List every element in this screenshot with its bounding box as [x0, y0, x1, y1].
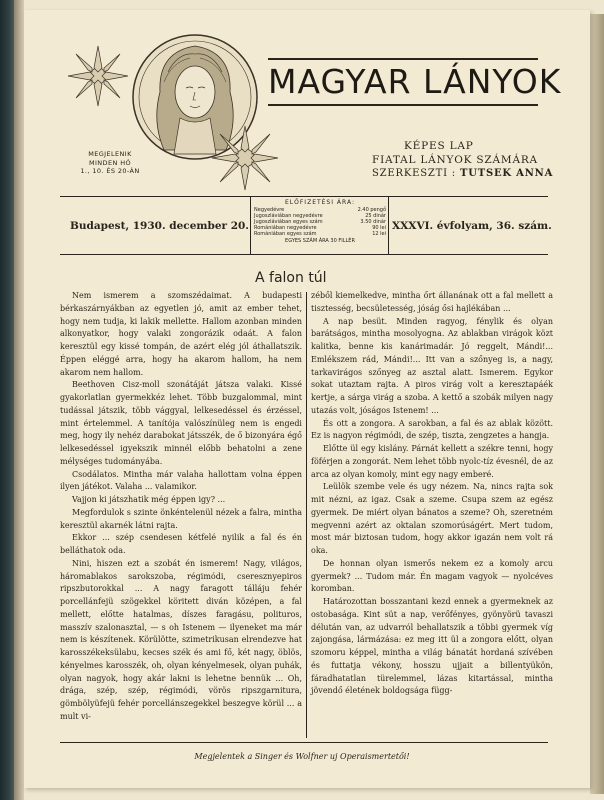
- subscription-price: 12 lei: [372, 231, 386, 237]
- paragraph: zéből kiemelkedve, mintha őrt állanának ott a fal mellett a tisztesség, becsületesség, jóság ősi hajlékában ...: [311, 291, 553, 313]
- schedule-line: MEGJELENIK: [88, 150, 132, 158]
- subtitle-line-2: FIATAL LÁNYOK SZÁMÁRA: [372, 154, 538, 166]
- paragraph: És ott a zongora. A sarokban, a fal és az ablak között. Ez is nagyon régimódi, de szép, tiszta, zengzetes a hangja.: [311, 418, 553, 441]
- chrysanthemum-ornament: [58, 36, 138, 116]
- paragraph: Csodálatos. Mintha már valaha hallottam volna éppen ilyen játékot. Valaha ... valamikor.: [60, 469, 302, 492]
- paragraph: De honnan olyan ismerős nekem ez a komoly arcu gyermek? ... Tudom már. Én magam vagyok — nyolcéves koromban.: [311, 558, 553, 594]
- paragraph: Megfordulok s szinte önkéntelenül nézek a falra, mintha keresztül akarnék látni rajta.: [60, 507, 302, 530]
- subtitle-line-1: KÉPES LAP: [404, 140, 474, 152]
- subscription-label: Jugoszláviában egyes szám: [254, 219, 323, 225]
- schedule-line: 1., 10. ÉS 20-ÁN: [80, 167, 140, 175]
- paragraph: Beethoven Cisz-moll szonátáját játsza valaki. Kissé gyakorlatlan gyermekkéz lehet. Több buzgalommal, mint tudással játszik, több vággyal, lelkesedéssel és érzéssel, mint értelemmel. A tanítója valószínüleg nem is engedi meg, hogy ily nehéz darabokat játsszék, de ő bizonyára égő lelkesedéssel igyekszik minnél előbb behatolni a zene mélységes tudományába.: [60, 380, 302, 466]
- article-column-left: [60, 290, 302, 724]
- paragraph: Határozottan bosszantani kezd ennek a gyermeknek az ostobasága. Kint süt a nap, verőfényes, gyönyörü tavaszi délután van, az udvarról behallatszik a többi gyermek víg zajongása, lármázása: ez meg itt ül a zongora előtt, olyan szomoru képpel, mintha a világ bánatát hordaná szívében és futtatja vékony, hosszu ujjait a billentyükön, fáradhatatlan türelemmel, lázas kitartással, mintha jövendő életének boldogsága függ-: [311, 597, 553, 696]
- paragraph: Vajjon ki játszhatik még éppen igy? ...: [72, 495, 226, 504]
- schedule-line: MINDEN HÓ: [88, 158, 132, 167]
- binding-edge: [14, 0, 24, 800]
- page-stack-edge: [590, 14, 604, 794]
- subscription-price: 2.40 pengő: [357, 207, 386, 213]
- rule-top: [60, 196, 548, 197]
- rule-divider-right: [388, 196, 389, 254]
- subscription-label: Negyedévre: [254, 207, 285, 213]
- editor-label: SZERKESZTI :: [372, 168, 456, 179]
- paragraph: Előtte ül egy kislány. Párnát kellett a székre tenni, hogy föférjen a zongorát. Nem lehet több nyolc-tíz évesnél, de az arca az olyan komoly, mint egy nagy emberé.: [311, 444, 553, 479]
- subscription-label: Romániában negyedévre: [254, 225, 317, 231]
- issue-date: Budapest, 1930. december 20.: [70, 220, 249, 232]
- subscription-price: 90 lei: [372, 225, 386, 231]
- subscription-label: Romániában egyes szám: [254, 231, 317, 237]
- paragraph: Ekkor ... szép csendesen kétfelé nyilik a fal és én belláthatok oda.: [60, 533, 302, 555]
- rule-footer: [60, 742, 548, 743]
- subscription-heading: ELŐFIZETÉSI ÁRA:: [285, 199, 355, 206]
- paragraph: Nini, hiszen ezt a szobát én ismerem! Nagy, világos, háromablakos sarokszoba, régimódi, cseresznyepiros ripszbutorokkal ... A nagy faragott tálláju fehér porcellánfejü szögekkel köritett diván középen, a fal mellett, előtte hatalmas, díszes faragásu, polituros, masszív szalonasztal, — s oh Istenem — ilyeneket ma már nem is készítenek. Körülötte, szimetrikusan elrendezve hat karosszékeksülabu, kecses szék és ami fő, két nagy, öblös, kényelmes karosszék, oh, olyan kényelmesek, olyan puhák, olyan nagyok, hogy akár lakni is lehetne bennük ... Oh, drága, szép, szép, régimódi, vörös ripszgarnitura, gömbölyüfejü fehér porcellánszegekkel beszegve körül ... a mult vi-: [60, 558, 302, 721]
- subscription-box: [254, 200, 386, 244]
- paragraph: Leülök szembe vele és ugy nézem. Na, nincs rajta sok mit nézni, az igaz. Csak a szeme. Csupa szem az egész gyermek. De miért olyan bánatos a szeme? Oh, szeretném megvenni azért az oktalan szomorúságért. Mert tudom, most már biztosan tudom, hogy akkor igazán nem volt rá oka.: [311, 482, 553, 555]
- subscription-price: 25 dinár: [365, 213, 386, 219]
- issue-volume: XXXVI. évfolyam, 36. szám.: [392, 220, 552, 232]
- rule-bottom: [60, 254, 548, 255]
- paragraph: Nem ismerem a szomszédaimat. A budapesti bérkaszárnyákban az egyetlen jó, amit az ember tehet, hogy nem tudja, ki lakik mellette. Hallom azonban minden alkonyatkor, hogy valaki zongorázik odaát. A falon keresztül egy kissé tompán, de azért elég jól áthallatszik. Éppen eléggé arra, hogy ha akarom hallom, ha nem akarom nem hallom.: [60, 291, 302, 377]
- book-binding: [0, 0, 14, 800]
- publication-schedule: [70, 150, 150, 176]
- footer-advert: Megjelentek a Singer és Wolfner uj Operaismertetői!: [194, 752, 410, 761]
- subscription-label: Jugoszláviában negyedévre: [254, 213, 323, 219]
- subscription-row: [254, 231, 386, 237]
- editor-line: [372, 168, 553, 179]
- rule-divider-left: [250, 196, 251, 254]
- article-column-right: [311, 290, 553, 698]
- single-issue-price: EGYES SZÁM ÁRA 30 FILLÉR: [285, 238, 355, 244]
- editor-name: TUTSEK ANNA: [459, 168, 554, 179]
- column-divider: [306, 292, 307, 738]
- subscription-price: 3.50 dinár: [360, 219, 386, 225]
- magazine-title: MAGYAR LÁNYOK: [268, 58, 538, 106]
- paragraph: A nap besüt. Minden ragyog, fénylik és olyan barátságos, mintha mosolyogna. Az ablakban virágok közt kalitka, benne kis kanárimadár. Jó reggelt, Mándi!... Emlékszem rád, Mándi!... Itt van a szőnyeg is, a nagy, tarkavirágos szőnyeg az asztal alatt. Ismerem. Egykor sokat utaztam rajta. A piros virág volt a keresztapáék kertje, a sárga virág a szoba. A kettő a szobák milyen nagy utazás volt, jóságos Istenem! ...: [311, 316, 553, 415]
- chrysanthemum-ornament-bottom: [200, 118, 290, 198]
- article-title: A falon túl: [255, 270, 327, 286]
